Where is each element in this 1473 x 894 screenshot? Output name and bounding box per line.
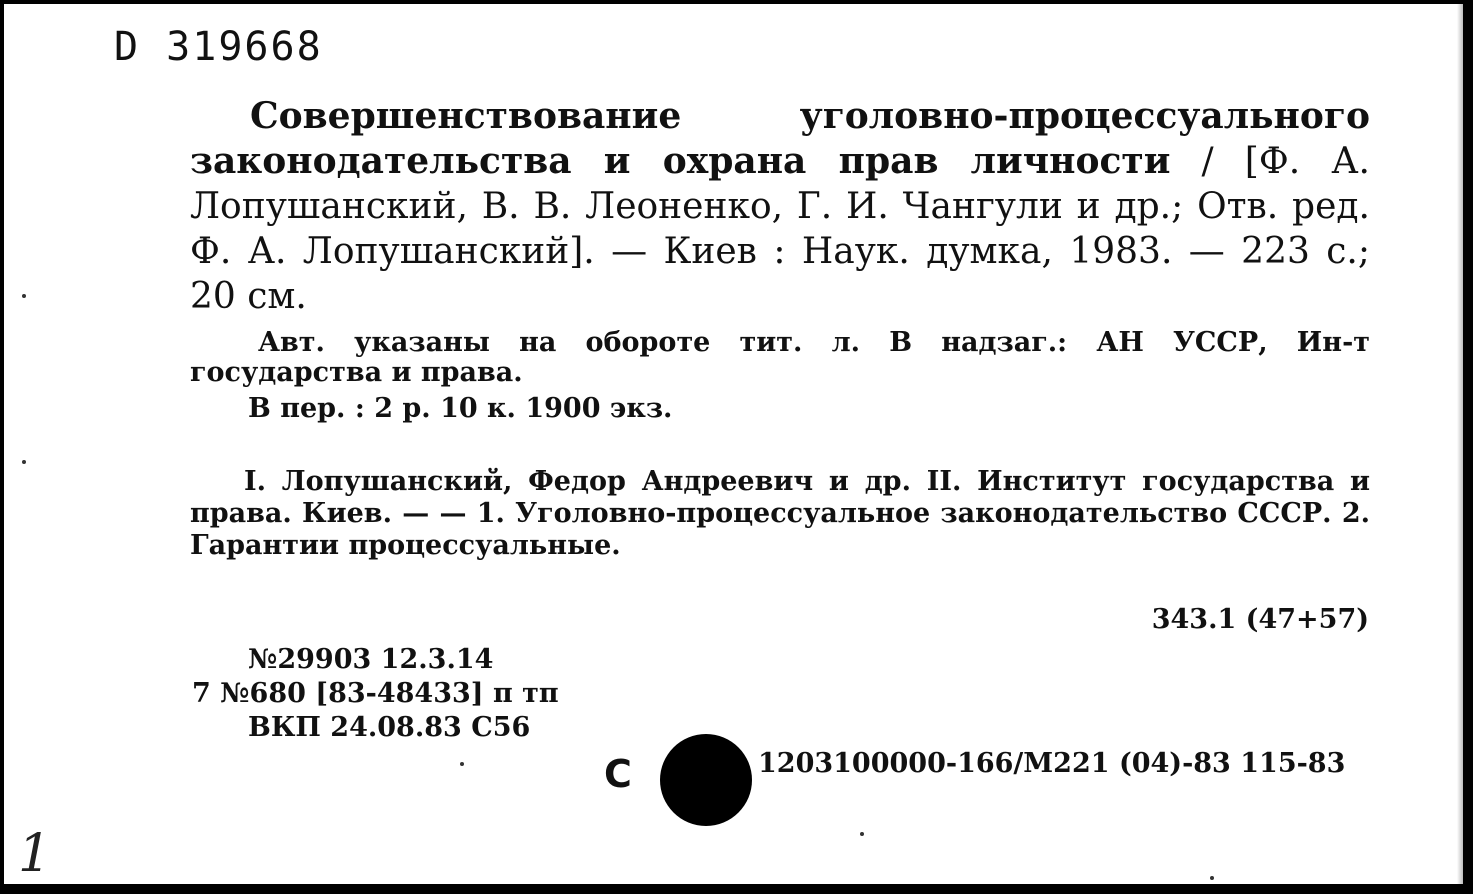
punch-hole xyxy=(660,734,752,826)
note-price: В пер. : 2 р. 10 к. 1900 экз. xyxy=(248,393,673,424)
classification-code: 1203100000-166/М221 (04)-83 115-83 xyxy=(758,748,1346,779)
accession-line-1: №29903 12.3.14 xyxy=(248,644,494,675)
speck xyxy=(22,294,26,298)
card-id: D 319668 xyxy=(114,24,323,70)
card-edge-shadow xyxy=(1457,4,1463,884)
handwritten-mark: 1 xyxy=(18,824,52,884)
main-entry xyxy=(190,94,1370,319)
speck xyxy=(22,460,26,464)
book-title: Совершенствование уголовно-процессуального законодательства и охрана прав личности xyxy=(190,95,1370,182)
copyright-symbol: C xyxy=(604,752,632,796)
accession-line-3: ВКП 24.08.83 С56 xyxy=(248,712,531,743)
note-authors: Авт. указаны на обороте тит. л. В надзаг.: АН УССР, Ин-т государства и права. xyxy=(190,327,1370,388)
book-responsibility: / [Ф. А. Лопушанский, В. В. Леоненко, Г. И. Чангули и др.; Отв. ред. Ф. А. Лопушанский]. — Киев : Наук. думка, 1983. — 223 с.; 20 см. xyxy=(190,141,1370,317)
catalog-card xyxy=(4,4,1463,884)
speck xyxy=(1210,876,1214,880)
subject-headings: I. Лопушанский, Федор Андреевич и др. II. Институт государства и права. Киев. — — 1. Уголовно-процессуальное законодательство СССР. 2. Гарантии процессуальные. xyxy=(190,466,1370,561)
speck xyxy=(860,832,864,836)
accession-line-2: 7 №680 [83-48433] п тп xyxy=(192,678,559,709)
speck xyxy=(460,762,464,766)
udc-code: 343.1 (47+57) xyxy=(1151,604,1369,635)
